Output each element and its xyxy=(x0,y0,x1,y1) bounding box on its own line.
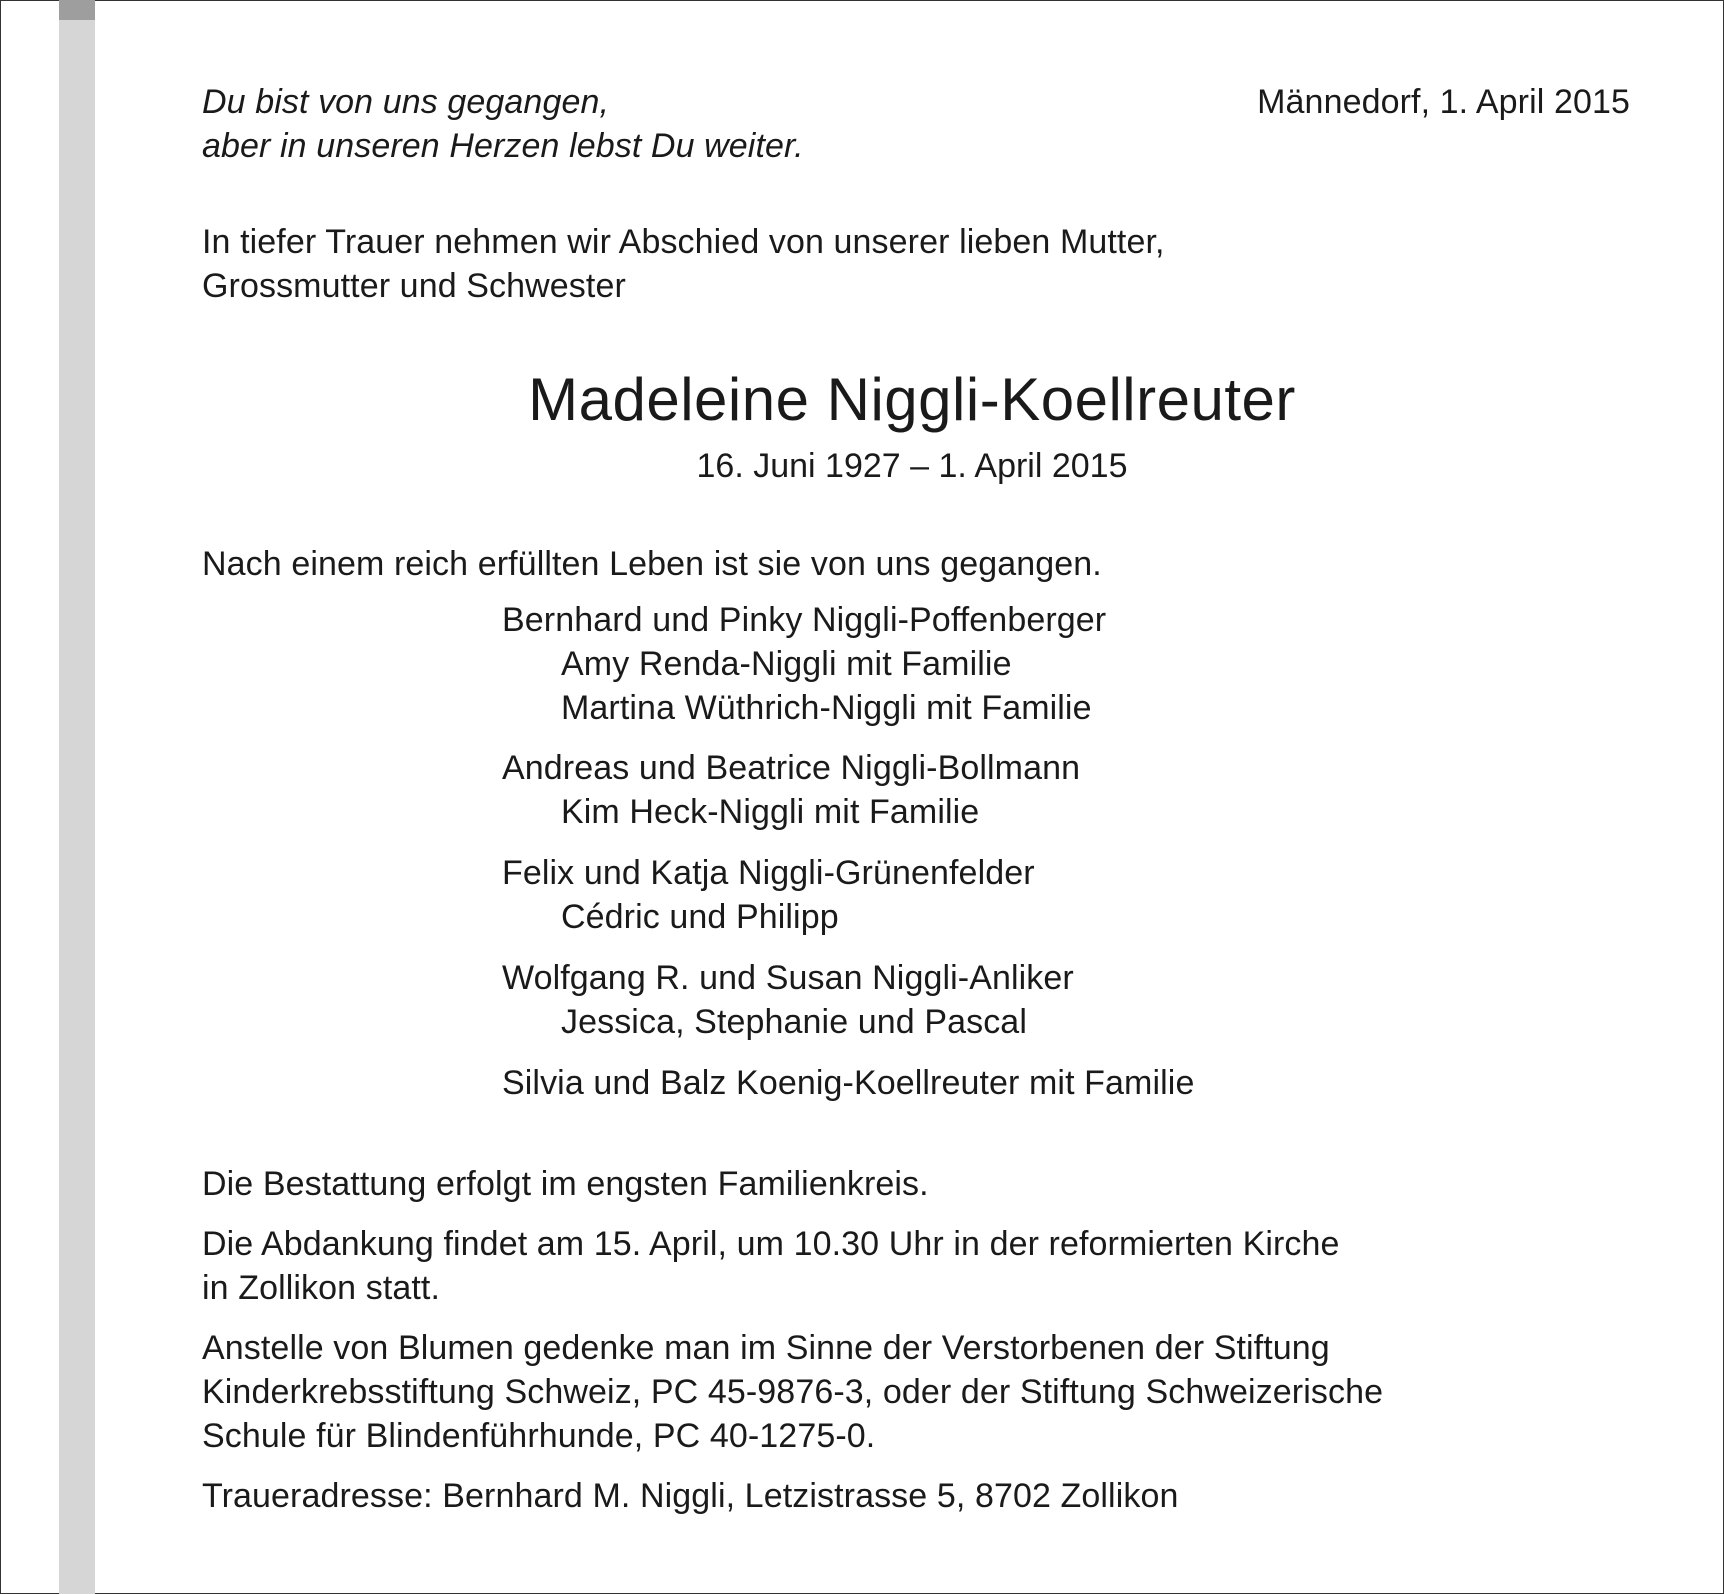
intro-line-1: In tiefer Trauer nehmen wir Abschied von unserer lieben Mutter, xyxy=(202,223,1165,261)
side-bar xyxy=(59,0,95,1594)
family-sub-1-2: Martina Wüthrich-Niggli mit Familie xyxy=(561,689,1092,727)
deceased-dates: 16. Juni 1927 – 1. April 2015 xyxy=(696,447,1128,485)
motto-line-1: Du bist von uns gegangen, xyxy=(202,83,610,121)
donation-line-1: Anstelle von Blumen gedenke man im Sinne der Verstorbenen der Stiftung xyxy=(202,1329,1330,1367)
mourning-address: Traueradresse: Bernhard M. Niggli, Letzistrasse 5, 8702 Zollikon xyxy=(202,1477,1179,1515)
funeral-text: Die Bestattung erfolgt im engsten Familienkreis. xyxy=(202,1165,929,1203)
family-sub-2-1: Kim Heck-Niggli mit Familie xyxy=(561,793,980,831)
family-sub-4-1: Jessica, Stephanie und Pascal xyxy=(561,1003,1027,1041)
life-text: Nach einem reich erfüllten Leben ist sie von uns gegangen. xyxy=(202,545,1102,583)
place-date: Männedorf, 1. April 2015 xyxy=(1257,83,1630,121)
intro-line-2: Grossmutter und Schwester xyxy=(202,267,626,305)
donation-line-2: Kinderkrebsstiftung Schweiz, PC 45-9876-3, oder der Stiftung Schweizerische xyxy=(202,1373,1384,1411)
side-bar-top xyxy=(59,0,95,20)
family-main-4: Wolfgang R. und Susan Niggli-Anliker xyxy=(502,959,1074,997)
family-main-2: Andreas und Beatrice Niggli-Bollmann xyxy=(502,749,1081,787)
family-sub-1-1: Amy Renda-Niggli mit Familie xyxy=(561,645,1012,683)
family-main-1: Bernhard und Pinky Niggli-Poffenberger xyxy=(502,601,1107,639)
motto-line-2: aber in unseren Herzen lebst Du weiter. xyxy=(202,127,804,165)
deceased-name: Madeleine Niggli-Koellreuter xyxy=(528,366,1296,433)
family-sub-3-1: Cédric und Philipp xyxy=(561,898,839,936)
abdankung-line-1: Die Abdankung findet am 15. April, um 10.30 Uhr in der reformierten Kirche xyxy=(202,1225,1340,1263)
family-main-5: Silvia und Balz Koenig-Koellreuter mit Familie xyxy=(502,1064,1195,1102)
family-main-3: Felix und Katja Niggli-Grünenfelder xyxy=(502,854,1035,892)
donation-line-3: Schule für Blindenführhunde, PC 40-1275-0. xyxy=(202,1417,876,1455)
abdankung-line-2: in Zollikon statt. xyxy=(202,1269,441,1307)
